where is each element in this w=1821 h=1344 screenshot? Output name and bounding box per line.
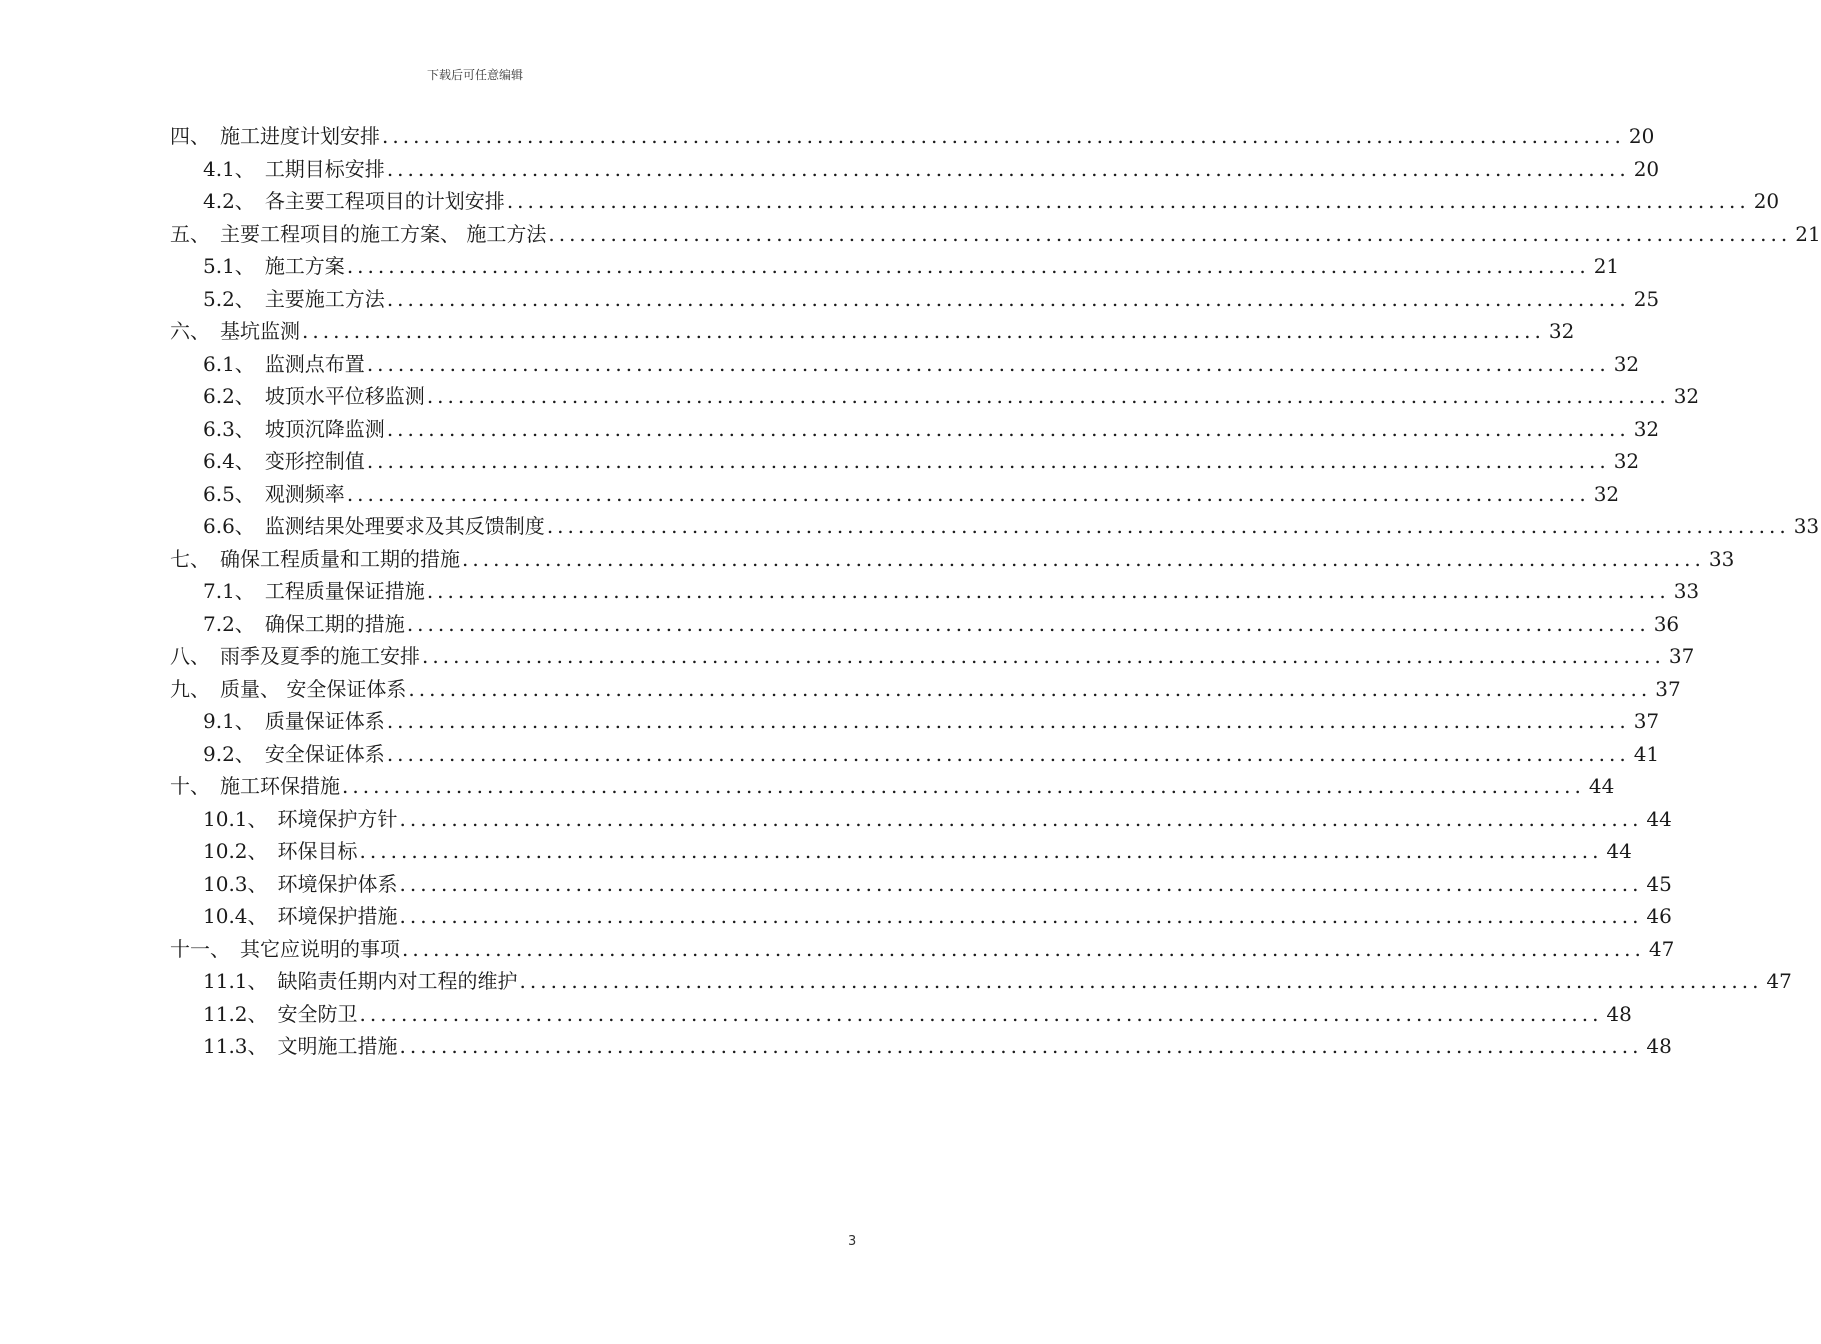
toc-entry-page: 25 [1633,286,1660,311]
toc-entry[interactable] [170,933,1675,966]
toc-entry-page: 44 [1606,839,1632,863]
toc-leader-dots: ........................................................................................................................ [359,839,1603,863]
toc-entry-title: 雨季及夏季的施工安排 [220,644,420,668]
toc-entry[interactable] [170,575,1700,608]
toc-entry-title: 监测结果处理要求及其反馈制度 [264,514,545,538]
toc-entry-title: 监测点布置 [264,351,365,376]
toc-entry-number: 6.3、 [203,416,255,441]
toc-entry[interactable] [170,250,1620,283]
toc-leader-dots: ........................................................................................................................ [342,774,1585,798]
toc-leader-dots: ........................................................................................................................ [386,709,1630,733]
toc-entry-page: 48 [1606,1001,1632,1026]
toc-entry-page: 44 [1588,774,1615,798]
toc-leader-dots: ........................................................................................................................ [546,514,1790,538]
toc-entry-title: 坡顶水平位移监测 [264,384,425,408]
toc-entry-title: 基坑监测 [220,319,300,343]
toc-entry-number: 九、 [170,676,210,701]
toc-entry[interactable] [170,770,1615,803]
toc-entry-page: 47 [1648,936,1675,961]
toc-entry-title: 安全保证体系 [264,741,385,766]
toc-entry-page: 37 [1633,709,1660,733]
toc-leader-dots: ........................................................................................................................ [386,741,1630,766]
toc-entry-title: 其它应说明的事项 [240,936,400,961]
toc-entry-number: 10.4、 [203,904,268,928]
toc-entry[interactable] [170,543,1735,576]
toc-entry[interactable] [170,413,1660,446]
toc-entry[interactable] [170,868,1672,901]
toc-entry-number: 八、 [170,644,210,668]
toc-entry[interactable] [170,640,1695,673]
toc-entry-title: 主要工程项目的施工方案、 施工方法 [220,221,547,246]
toc-entry-page: 36 [1653,611,1680,636]
toc-entry-page: 32 [1673,384,1700,408]
toc-leader-dots: ........................................................................................................................ [359,1001,1603,1026]
toc-leader-dots: ........................................................................................................................ [346,254,1590,278]
toc-leader-dots: ........................................................................................................................ [399,1034,1643,1058]
toc-entry-number: 11.2、 [203,1001,268,1026]
toc-entry-title: 工期目标安排 [264,156,385,181]
toc-entry-number: 11.3、 [203,1034,268,1058]
toc-entry-page: 20 [1753,189,1780,213]
toc-entry-number: 7.2、 [203,611,255,636]
toc-entry[interactable] [170,1030,1672,1063]
toc-entry[interactable] [170,705,1660,738]
toc-entry-number: 6.2、 [203,384,255,408]
toc-entry[interactable] [170,153,1660,186]
toc-entry[interactable] [170,478,1620,511]
toc-entry-title: 质量保证体系 [264,709,385,733]
toc-leader-dots: ........................................................................................................................ [346,481,1590,506]
toc-entry[interactable] [170,900,1672,933]
toc-entry-page: 47 [1766,969,1792,993]
toc-entry-page: 32 [1613,351,1640,376]
toc-entry[interactable] [170,120,1655,153]
toc-entry-title: 工程质量保证措施 [264,579,425,603]
toc-entry-number: 11.1、 [203,969,268,993]
toc-entry-page: 21 [1795,221,1821,246]
toc-leader-dots: ........................................................................................................................ [548,221,1792,246]
toc-entry-title: 安全防卫 [277,1001,358,1026]
toc-entry-page: 32 [1613,449,1640,473]
toc-leader-dots: ........................................................................................................................ [506,189,1750,213]
toc-entry-page: 33 [1708,546,1735,571]
toc-entry-number: 10.3、 [203,871,268,896]
toc-leader-dots: ........................................................................................................................ [399,871,1643,896]
toc-entry-title: 环境保护体系 [277,871,398,896]
toc-entry[interactable] [170,965,1792,998]
toc-entry[interactable] [170,510,1820,543]
toc-leader-dots: ........................................................................................................................ [399,904,1643,928]
toc-entry-number: 5.1、 [203,254,255,278]
toc-leader-dots: ........................................................................................................................ [386,416,1630,441]
toc-entry[interactable] [170,738,1660,771]
toc-leader-dots: ........................................................................................................................ [366,449,1610,473]
toc-entry-number: 6.6、 [203,514,255,538]
toc-entry-title: 施工环保措施 [220,774,340,798]
toc-entry-page: 46 [1646,904,1672,928]
toc-leader-dots: ........................................................................................................................ [406,611,1650,636]
page-header: 下载后可任意编辑 [426,68,523,82]
toc-leader-dots: ........................................................................................................................ [366,351,1610,376]
toc-entry-page: 33 [1673,579,1700,603]
toc-entry-title: 变形控制值 [264,449,365,473]
toc-entry-title: 文明施工措施 [277,1034,398,1058]
toc-leader-dots: ........................................................................................................................ [399,806,1643,831]
toc-leader-dots: ........................................................................................................................ [408,676,1652,701]
toc-entry-number: 七、 [170,546,210,571]
toc-entry-number: 五、 [170,221,210,246]
toc-entry-title: 环保目标 [277,839,358,863]
toc-entry[interactable] [170,803,1672,836]
toc-entry-page: 21 [1593,254,1620,278]
toc-entry-title: 确保工程质量和工期的措施 [220,546,460,571]
toc-entry-number: 六、 [170,319,210,343]
toc-entry-number: 6.1、 [203,351,255,376]
toc-entry-page: 20 [1628,124,1655,148]
toc-leader-dots: ........................................................................................................................ [422,644,1665,668]
toc-leader-dots: ........................................................................................................................ [426,384,1670,408]
table-of-contents [170,120,1821,1063]
toc-entry-page: 44 [1646,806,1672,831]
toc-entry-page: 32 [1593,481,1620,506]
toc-entry-page: 32 [1633,416,1660,441]
toc-entry[interactable] [170,283,1660,316]
toc-entry-title: 坡顶沉降监测 [264,416,385,441]
toc-entry-title: 质量、 安全保证体系 [220,676,407,701]
toc-leader-dots: ........................................................................................................................ [519,969,1763,993]
toc-entry-page: 20 [1633,156,1660,181]
toc-leader-dots: ........................................................................................................................ [386,156,1630,181]
toc-leader-dots: ........................................................................................................................ [462,546,1705,571]
toc-leader-dots: ........................................................................................................................ [402,936,1645,961]
toc-entry-title: 观测频率 [264,481,345,506]
toc-entry-number: 6.5、 [203,481,255,506]
toc-entry-title: 环境保护方针 [277,806,398,831]
toc-entry-number: 十一、 [170,936,230,961]
toc-entry[interactable] [170,835,1632,868]
toc-entry-page: 33 [1793,514,1820,538]
toc-entry-page: 32 [1548,319,1575,343]
toc-entry[interactable] [170,998,1632,1031]
toc-entry-number: 6.4、 [203,449,255,473]
toc-leader-dots: ........................................................................................................................ [386,286,1630,311]
toc-entry-number: 5.2、 [203,286,255,311]
toc-entry-number: 10.1、 [203,806,268,831]
toc-entry-page: 41 [1633,741,1660,766]
toc-entry-number: 7.1、 [203,579,255,603]
toc-entry-number: 十、 [170,774,210,798]
toc-entry-page: 45 [1646,871,1672,896]
toc-entry-title: 各主要工程项目的计划安排 [264,189,505,213]
toc-entry-title: 施工方案 [264,254,345,278]
toc-entry-page: 37 [1668,644,1695,668]
toc-entry-title: 主要施工方法 [264,286,385,311]
toc-entry[interactable] [170,608,1680,641]
page-number: 3 [848,1234,857,1249]
toc-leader-dots: ........................................................................................................................ [382,124,1625,148]
toc-entry[interactable] [170,445,1640,478]
toc-leader-dots: ........................................................................................................................ [426,579,1670,603]
toc-entry-number: 四、 [170,124,210,148]
toc-entry[interactable] [170,218,1821,251]
toc-entry-title: 环境保护措施 [277,904,398,928]
toc-entry[interactable] [170,348,1640,381]
toc-leader-dots: ........................................................................................................................ [302,319,1545,343]
toc-entry[interactable] [170,185,1780,218]
toc-entry-number: 4.2、 [203,189,255,213]
toc-entry-number: 4.1、 [203,156,255,181]
toc-entry-page: 48 [1646,1034,1672,1058]
toc-entry-number: 9.1、 [203,709,255,733]
toc-entry[interactable] [170,315,1575,348]
toc-entry-page: 37 [1655,676,1681,701]
toc-entry-title: 缺陷责任期内对工程的维护 [277,969,518,993]
toc-entry-title: 施工进度计划安排 [220,124,380,148]
toc-entry-number: 9.2、 [203,741,255,766]
toc-entry-title: 确保工期的措施 [264,611,405,636]
toc-entry[interactable] [170,673,1681,706]
toc-entry-number: 10.2、 [203,839,268,863]
toc-entry[interactable] [170,380,1700,413]
